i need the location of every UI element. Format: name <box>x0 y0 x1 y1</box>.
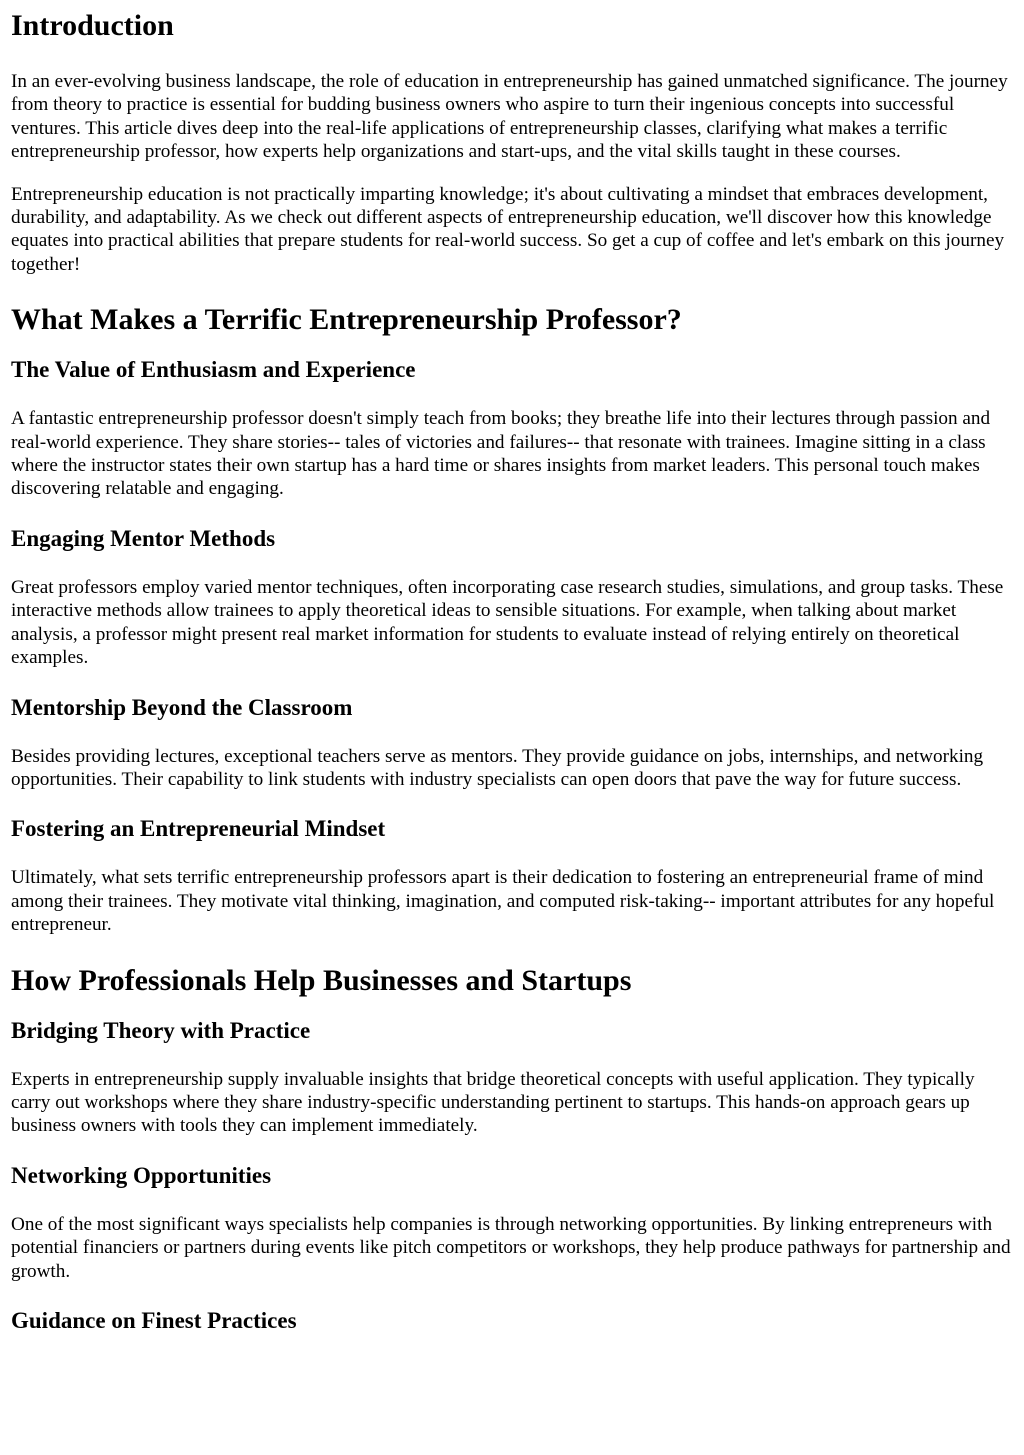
subsection-heading-mentor-methods: Engaging Mentor Methods <box>11 525 276 551</box>
subsection-heading-networking: Networking Opportunities <box>11 1162 272 1188</box>
intro-paragraph-2: Entrepreneurship education is not practically imparting knowledge; it's about cultivating a mindset that embraces development, durability, and adaptability. As we check out different aspects of entrepreneurship education, we'll discover how this knowledge equates into practical abilities that prepare students for real-world success. So get a cup of coffee and let's embark on this journey together! <box>11 183 1005 275</box>
section-heading-introduction: Introduction <box>11 9 174 42</box>
section-heading-professor: What Makes a Terrific Entrepreneurship Professor? <box>11 303 682 337</box>
subsection-text-enthusiasm: A fantastic entrepreneurship professor doesn't simply teach from books; they breathe life into their lectures through passion and real-world experience. They share stories-- tales of victories and failures-- that resonate with trainees. Imagine sitting in a class where the instructor states their own startup has a hard time or shares insights from market leaders. This personal touch makes discovering relatable and engaging. <box>11 408 991 500</box>
article <box>0 9 1024 1334</box>
subsection-text-networking: One of the most significant ways specialists help companies is through networking opportunities. By linking entrepreneurs with potential financiers or partners during events like pitch competitors or workshops, they help produce pathways for partnership and growth. <box>11 1213 1011 1282</box>
subsection-text-bridging: Experts in entrepreneurship supply invaluable insights that bridge theoretical concepts with useful application. They typically carry out workshops where they share industry-specific understanding pertinent to startups. This hands-on approach gears up business owners with tools they can implement immediately. <box>11 1068 975 1137</box>
subsection-heading-mentorship: Mentorship Beyond the Classroom <box>11 694 353 720</box>
subsection-heading-enthusiasm: The Value of Enthusiasm and Experience <box>11 357 416 383</box>
subsection-text-mindset: Ultimately, what sets terrific entrepreneurship professors apart is their dedication to fostering an entrepreneurial frame of mind among their trainees. They motivate vital thinking, imagination, and computed risk-taking-- important attributes for any hopeful entrepreneur. <box>11 867 995 936</box>
subsection-text-mentor-methods: Great professors employ varied mentor techniques, often incorporating case research studies, simulations, and group tasks. These interactive methods allow trainees to apply theoretical ideas to sensible situations. For example, when talking about market analysis, a professor might present real market information for students to evaluate instead of relying entirely on theoretical examples. <box>11 576 1004 669</box>
subsection-heading-best-practices: Guidance on Finest Practices <box>11 1307 297 1333</box>
subsection-heading-mindset: Fostering an Entrepreneurial Mindset <box>11 816 386 842</box>
section-heading-professionals: How Professionals Help Businesses and Startups <box>11 963 632 997</box>
intro-paragraph-1: In an ever-evolving business landscape, the role of education in entrepreneurship has gained unmatched significance. The journey from theory to practice is essential for budding business owners who aspire to turn their ingenious concepts into successful ventures. This article dives deep into the real-life applications of entrepreneurship classes, clarifying what makes a terrific entrepreneurship professor, how experts help organizations and start-ups, and the vital skills taught in these courses. <box>11 71 1008 163</box>
subsection-text-mentorship: Besides providing lectures, exceptional teachers serve as mentors. They provide guidance on jobs, internships, and networking opportunities. Their capability to link students with industry specialists can open doors that pave the way for future success. <box>11 745 984 790</box>
subsection-heading-bridging: Bridging Theory with Practice <box>11 1017 311 1043</box>
